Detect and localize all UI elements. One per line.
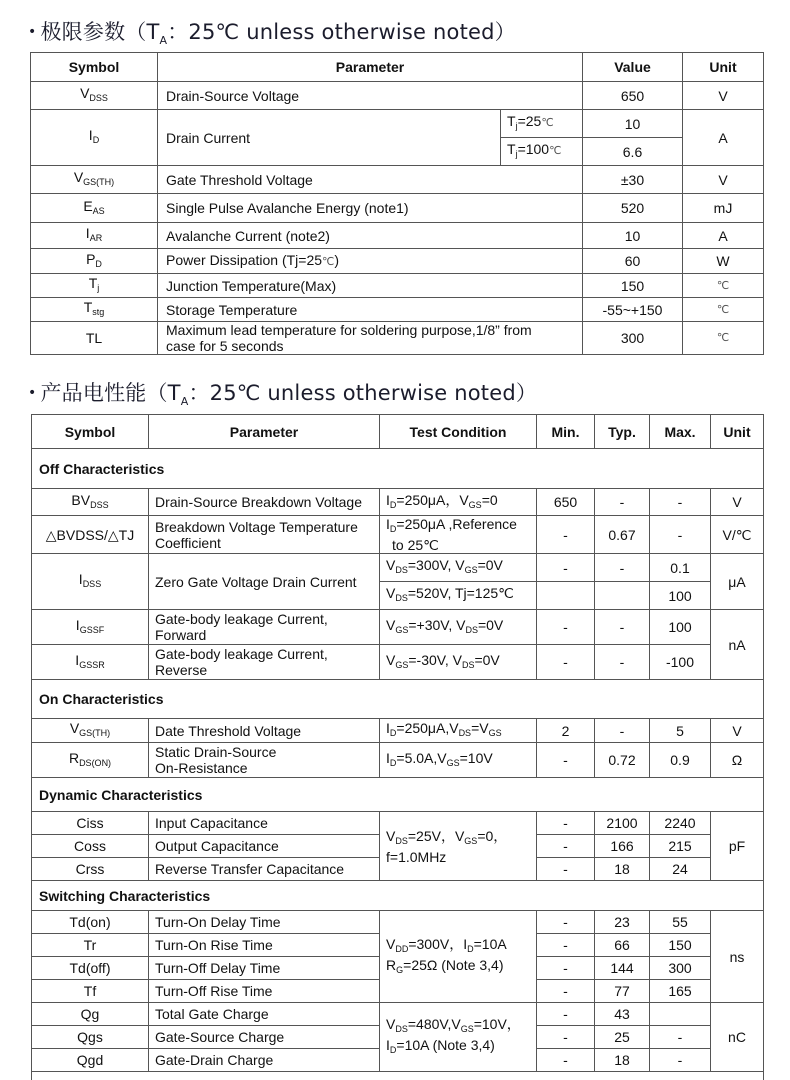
table-row — [31, 223, 764, 249]
symbol-cell: $I_{AR}$ — [31, 223, 158, 249]
unit-cell: pF — [711, 812, 764, 881]
typ-cell: 77 — [595, 980, 650, 1003]
parameter-cell: Gate-Drain Charge — [149, 1049, 380, 1072]
header-unit: Unit — [711, 415, 764, 449]
value-cell: 10 — [583, 110, 683, 138]
max-cell: - — [650, 1026, 711, 1049]
min-cell: - — [537, 858, 595, 881]
typ-cell: 144 — [595, 957, 650, 980]
min-cell: - — [537, 835, 595, 858]
parameter-cell: Total Gate Charge — [149, 1003, 380, 1026]
max-cell: 300 — [650, 957, 711, 980]
table-row — [31, 274, 764, 298]
parameter-cell: Static Drain-Source On-Resistance — [149, 743, 380, 778]
empty-cell — [32, 1072, 764, 1080]
typ-cell: 18 — [595, 858, 650, 881]
table-row — [32, 812, 764, 835]
parameter-cell: Gate-body leakage Current, Forward — [149, 610, 380, 645]
header-symbol: Symbol — [32, 415, 149, 449]
symbol-cell: Coss — [32, 835, 149, 858]
unit-cell: A — [683, 223, 764, 249]
table-row — [31, 322, 764, 355]
min-cell: - — [537, 645, 595, 680]
symbol-cell: $V_{DSS}$ — [31, 82, 158, 110]
min-cell: - — [537, 516, 595, 554]
section-switching-characteristics: Switching Characteristics — [32, 881, 764, 911]
parameter-cell: Drain Current — [158, 110, 501, 166]
parameter-cell: Gate Threshold Voltage — [158, 166, 583, 194]
min-cell: - — [537, 911, 595, 934]
max-cell: 165 — [650, 980, 711, 1003]
bullet-icon: • — [28, 385, 37, 401]
header-unit: Unit — [683, 53, 764, 82]
unit-cell: V — [711, 719, 764, 743]
section-row — [32, 881, 764, 911]
symbol-cell: Qgd — [32, 1049, 149, 1072]
value-cell: 6.6 — [583, 138, 683, 166]
parameter-cell: Avalanche Current (note2) — [158, 223, 583, 249]
max-cell: - — [650, 489, 711, 516]
min-cell: - — [537, 934, 595, 957]
max-cell: 150 — [650, 934, 711, 957]
electrical-characteristics-table — [31, 414, 764, 1080]
unit-cell: V — [683, 166, 764, 194]
parameter-cell: Power Dissipation (Tj=25℃) — [158, 249, 583, 274]
symbol-cell: △BVDSS/△TJ — [32, 516, 149, 554]
max-cell: - — [650, 516, 711, 554]
symbol-cell: Ciss — [32, 812, 149, 835]
parameter-cell: Storage Temperature — [158, 298, 583, 322]
parameter-cell: Date Threshold Voltage — [149, 719, 380, 743]
table-row — [32, 911, 764, 934]
symbol-cell: $I_D$ — [31, 110, 158, 166]
parameter-cell: Turn-Off Rise Time — [149, 980, 380, 1003]
parameter-cell: Gate-body leakage Current, Reverse — [149, 645, 380, 680]
parameter-cell: Drain-Source Voltage — [158, 82, 583, 110]
min-cell: - — [537, 1026, 595, 1049]
unit-cell: nA — [711, 610, 764, 680]
table-row — [32, 743, 764, 778]
min-cell: - — [537, 1049, 595, 1072]
unit-cell: V — [711, 489, 764, 516]
table-row — [32, 719, 764, 743]
min-cell: - — [537, 957, 595, 980]
parameter-cell: Turn-Off Delay Time — [149, 957, 380, 980]
min-cell: - — [537, 980, 595, 1003]
parameter-cell: Maximum lead temperature for soldering purpose,1/8” from case for 5 seconds — [158, 322, 583, 355]
condition-cell: $T_j=100℃$ — [501, 138, 583, 166]
parameter-cell: Breakdown Voltage Temperature Coefficient — [149, 516, 380, 554]
table-row — [32, 554, 764, 582]
header-symbol: Symbol — [31, 53, 158, 82]
title-condition: ：25℃ unless otherwise noted） — [188, 381, 538, 405]
table-row — [32, 489, 764, 516]
min-cell: - — [537, 1003, 595, 1026]
bullet-icon: • — [28, 24, 37, 40]
electrical-characteristics-title — [28, 377, 537, 408]
abs-max-ratings-title — [28, 16, 516, 47]
condition-cell: $I_D=250\mu A$ ,Reference to 25℃ — [380, 516, 537, 554]
condition-cell: $I_D=5.0A,V_{GS}=10V$ — [380, 743, 537, 778]
max-cell: 2240 — [650, 812, 711, 835]
condition-cell: $V_{DS}=300V$, $V_{GS}=0V$ — [380, 554, 537, 582]
parameter-cell: Turn-On Rise Time — [149, 934, 380, 957]
typ-cell: 0.72 — [595, 743, 650, 778]
unit-cell: ns — [711, 911, 764, 1003]
condition-cell: $V_{DD}=300V$，$I_D=10A$ $R_G=25\Omega$ (Note 3,4) — [380, 911, 537, 1003]
max-cell: 5 — [650, 719, 711, 743]
parameter-cell: Drain-Source Breakdown Voltage — [149, 489, 380, 516]
symbol-cell: Crss — [32, 858, 149, 881]
max-cell: 0.9 — [650, 743, 711, 778]
symbol-cell: $I_{DSS}$ — [32, 554, 149, 610]
max-cell: 100 — [650, 582, 711, 610]
symbol-cell: Qg — [32, 1003, 149, 1026]
typ-cell: 18 — [595, 1049, 650, 1072]
header-value: Value — [583, 53, 683, 82]
typ-cell: - — [595, 719, 650, 743]
abs-max-ratings-table — [30, 52, 764, 355]
table-row — [31, 82, 764, 110]
condition-cell: $V_{DS}=520V$, Tj=125℃ — [380, 582, 537, 610]
parameter-cell: Gate-Source Charge — [149, 1026, 380, 1049]
symbol-cell: $T_{stg}$ — [31, 298, 158, 322]
table-row — [32, 610, 764, 645]
header-max: Max. — [650, 415, 711, 449]
section-on-characteristics: On Characteristics — [32, 680, 764, 719]
condition-cell: $T_j=25℃$ — [501, 110, 583, 138]
min-cell: 650 — [537, 489, 595, 516]
typ-cell: - — [595, 489, 650, 516]
typ-cell: 2100 — [595, 812, 650, 835]
max-cell: 0.1 — [650, 554, 711, 582]
unit-cell: nC — [711, 1003, 764, 1072]
typ-cell: 23 — [595, 911, 650, 934]
parameter-cell: Single Pulse Avalanche Energy (note1) — [158, 194, 583, 223]
min-cell: - — [537, 554, 595, 582]
typ-cell: 43 — [595, 1003, 650, 1026]
symbol-cell: Tf — [32, 980, 149, 1003]
section-dynamic-characteristics: Dynamic Characteristics — [32, 778, 764, 812]
unit-cell: μA — [711, 554, 764, 610]
table-header-row — [31, 53, 764, 82]
unit-cell: W — [683, 249, 764, 274]
value-cell: 10 — [583, 223, 683, 249]
parameter-cell: Output Capacitance — [149, 835, 380, 858]
parameter-cell: Input Capacitance — [149, 812, 380, 835]
symbol-cell: $E_{AS}$ — [31, 194, 158, 223]
max-cell: -100 — [650, 645, 711, 680]
empty-row — [32, 1072, 764, 1080]
symbol-cell: $P_D$ — [31, 249, 158, 274]
max-cell: 55 — [650, 911, 711, 934]
table-row — [32, 516, 764, 554]
parameter-cell: Junction Temperature(Max) — [158, 274, 583, 298]
typ-cell: - — [595, 610, 650, 645]
condition-cell: $V_{GS}=-30V$, $V_{DS}=0V$ — [380, 645, 537, 680]
unit-cell: ℃ — [683, 274, 764, 298]
value-cell: 650 — [583, 82, 683, 110]
section-row — [32, 680, 764, 719]
symbol-cell: $I_{GSSF}$ — [32, 610, 149, 645]
symbol-cell: $R_{DS(ON)}$ — [32, 743, 149, 778]
value-cell: 520 — [583, 194, 683, 223]
title-subscript: A — [159, 34, 168, 47]
unit-cell: A — [683, 110, 764, 166]
symbol-cell: Td(on) — [32, 911, 149, 934]
unit-cell: V — [683, 82, 764, 110]
symbol-cell: $BV_{DSS}$ — [32, 489, 149, 516]
table-header-row — [32, 415, 764, 449]
symbol-cell: $V_{GS(TH)}$ — [32, 719, 149, 743]
title-text: 产品电性能（T — [40, 381, 181, 405]
unit-cell: ℃ — [683, 298, 764, 322]
max-cell: - — [650, 1049, 711, 1072]
typ-cell — [595, 582, 650, 610]
condition-cell: $V_{GS}=+30V$, $V_{DS}=0V$ — [380, 610, 537, 645]
symbol-cell: Qgs — [32, 1026, 149, 1049]
section-off-characteristics: Off Characteristics — [32, 449, 764, 489]
header-parameter: Parameter — [158, 53, 583, 82]
unit-cell: mJ — [683, 194, 764, 223]
header-typ: Typ. — [595, 415, 650, 449]
condition-cell: $I_D=250\mu A,V_{DS}=V_{GS}$ — [380, 719, 537, 743]
parameter-cell: Turn-On Delay Time — [149, 911, 380, 934]
value-cell: 60 — [583, 249, 683, 274]
table-row — [32, 645, 764, 680]
symbol-cell: $V_{GS(TH)}$ — [31, 166, 158, 194]
table-row — [32, 1003, 764, 1026]
symbol-cell: $T_j$ — [31, 274, 158, 298]
symbol-cell: TL — [31, 322, 158, 355]
section-row — [32, 449, 764, 489]
table-row — [31, 249, 764, 274]
table-row — [31, 194, 764, 223]
min-cell: - — [537, 610, 595, 645]
value-cell: ±30 — [583, 166, 683, 194]
unit-cell: ℃ — [683, 322, 764, 355]
unit-cell: V/℃ — [711, 516, 764, 554]
symbol-cell: $I_{GSSR}$ — [32, 645, 149, 680]
parameter-cell: Reverse Transfer Capacitance — [149, 858, 380, 881]
max-cell: 100 — [650, 610, 711, 645]
table-row — [31, 298, 764, 322]
table-row — [31, 166, 764, 194]
title-condition: ：25℃ unless otherwise noted） — [167, 20, 516, 44]
title-subscript: A — [180, 395, 189, 408]
parameter-cell: Zero Gate Voltage Drain Current — [149, 554, 380, 610]
symbol-cell: Td(off) — [32, 957, 149, 980]
table-row — [31, 110, 764, 138]
unit-cell: Ω — [711, 743, 764, 778]
min-cell — [537, 582, 595, 610]
title-text: 极限参数（T — [40, 20, 160, 44]
max-cell: 24 — [650, 858, 711, 881]
typ-cell: 0.67 — [595, 516, 650, 554]
typ-cell: - — [595, 554, 650, 582]
value-cell: 150 — [583, 274, 683, 298]
header-test-condition: Test Condition — [380, 415, 537, 449]
symbol-cell: Tr — [32, 934, 149, 957]
max-cell — [650, 1003, 711, 1026]
typ-cell: 166 — [595, 835, 650, 858]
section-row — [32, 778, 764, 812]
condition-cell: $I_D=250\mu A$，$V_{GS}=0$ — [380, 489, 537, 516]
value-cell: 300 — [583, 322, 683, 355]
typ-cell: 25 — [595, 1026, 650, 1049]
min-cell: - — [537, 812, 595, 835]
condition-cell: $V_{DS}=25V$，$V_{GS}=0$， f=1.0MHz — [380, 812, 537, 881]
min-cell: - — [537, 743, 595, 778]
condition-cell: $V_{DS}=480V,V_{GS}=10V$， $I_D=10A$ (Note 3,4) — [380, 1003, 537, 1072]
max-cell: 215 — [650, 835, 711, 858]
typ-cell: - — [595, 645, 650, 680]
typ-cell: 66 — [595, 934, 650, 957]
value-cell: -55~+150 — [583, 298, 683, 322]
header-min: Min. — [537, 415, 595, 449]
min-cell: 2 — [537, 719, 595, 743]
header-parameter: Parameter — [149, 415, 380, 449]
